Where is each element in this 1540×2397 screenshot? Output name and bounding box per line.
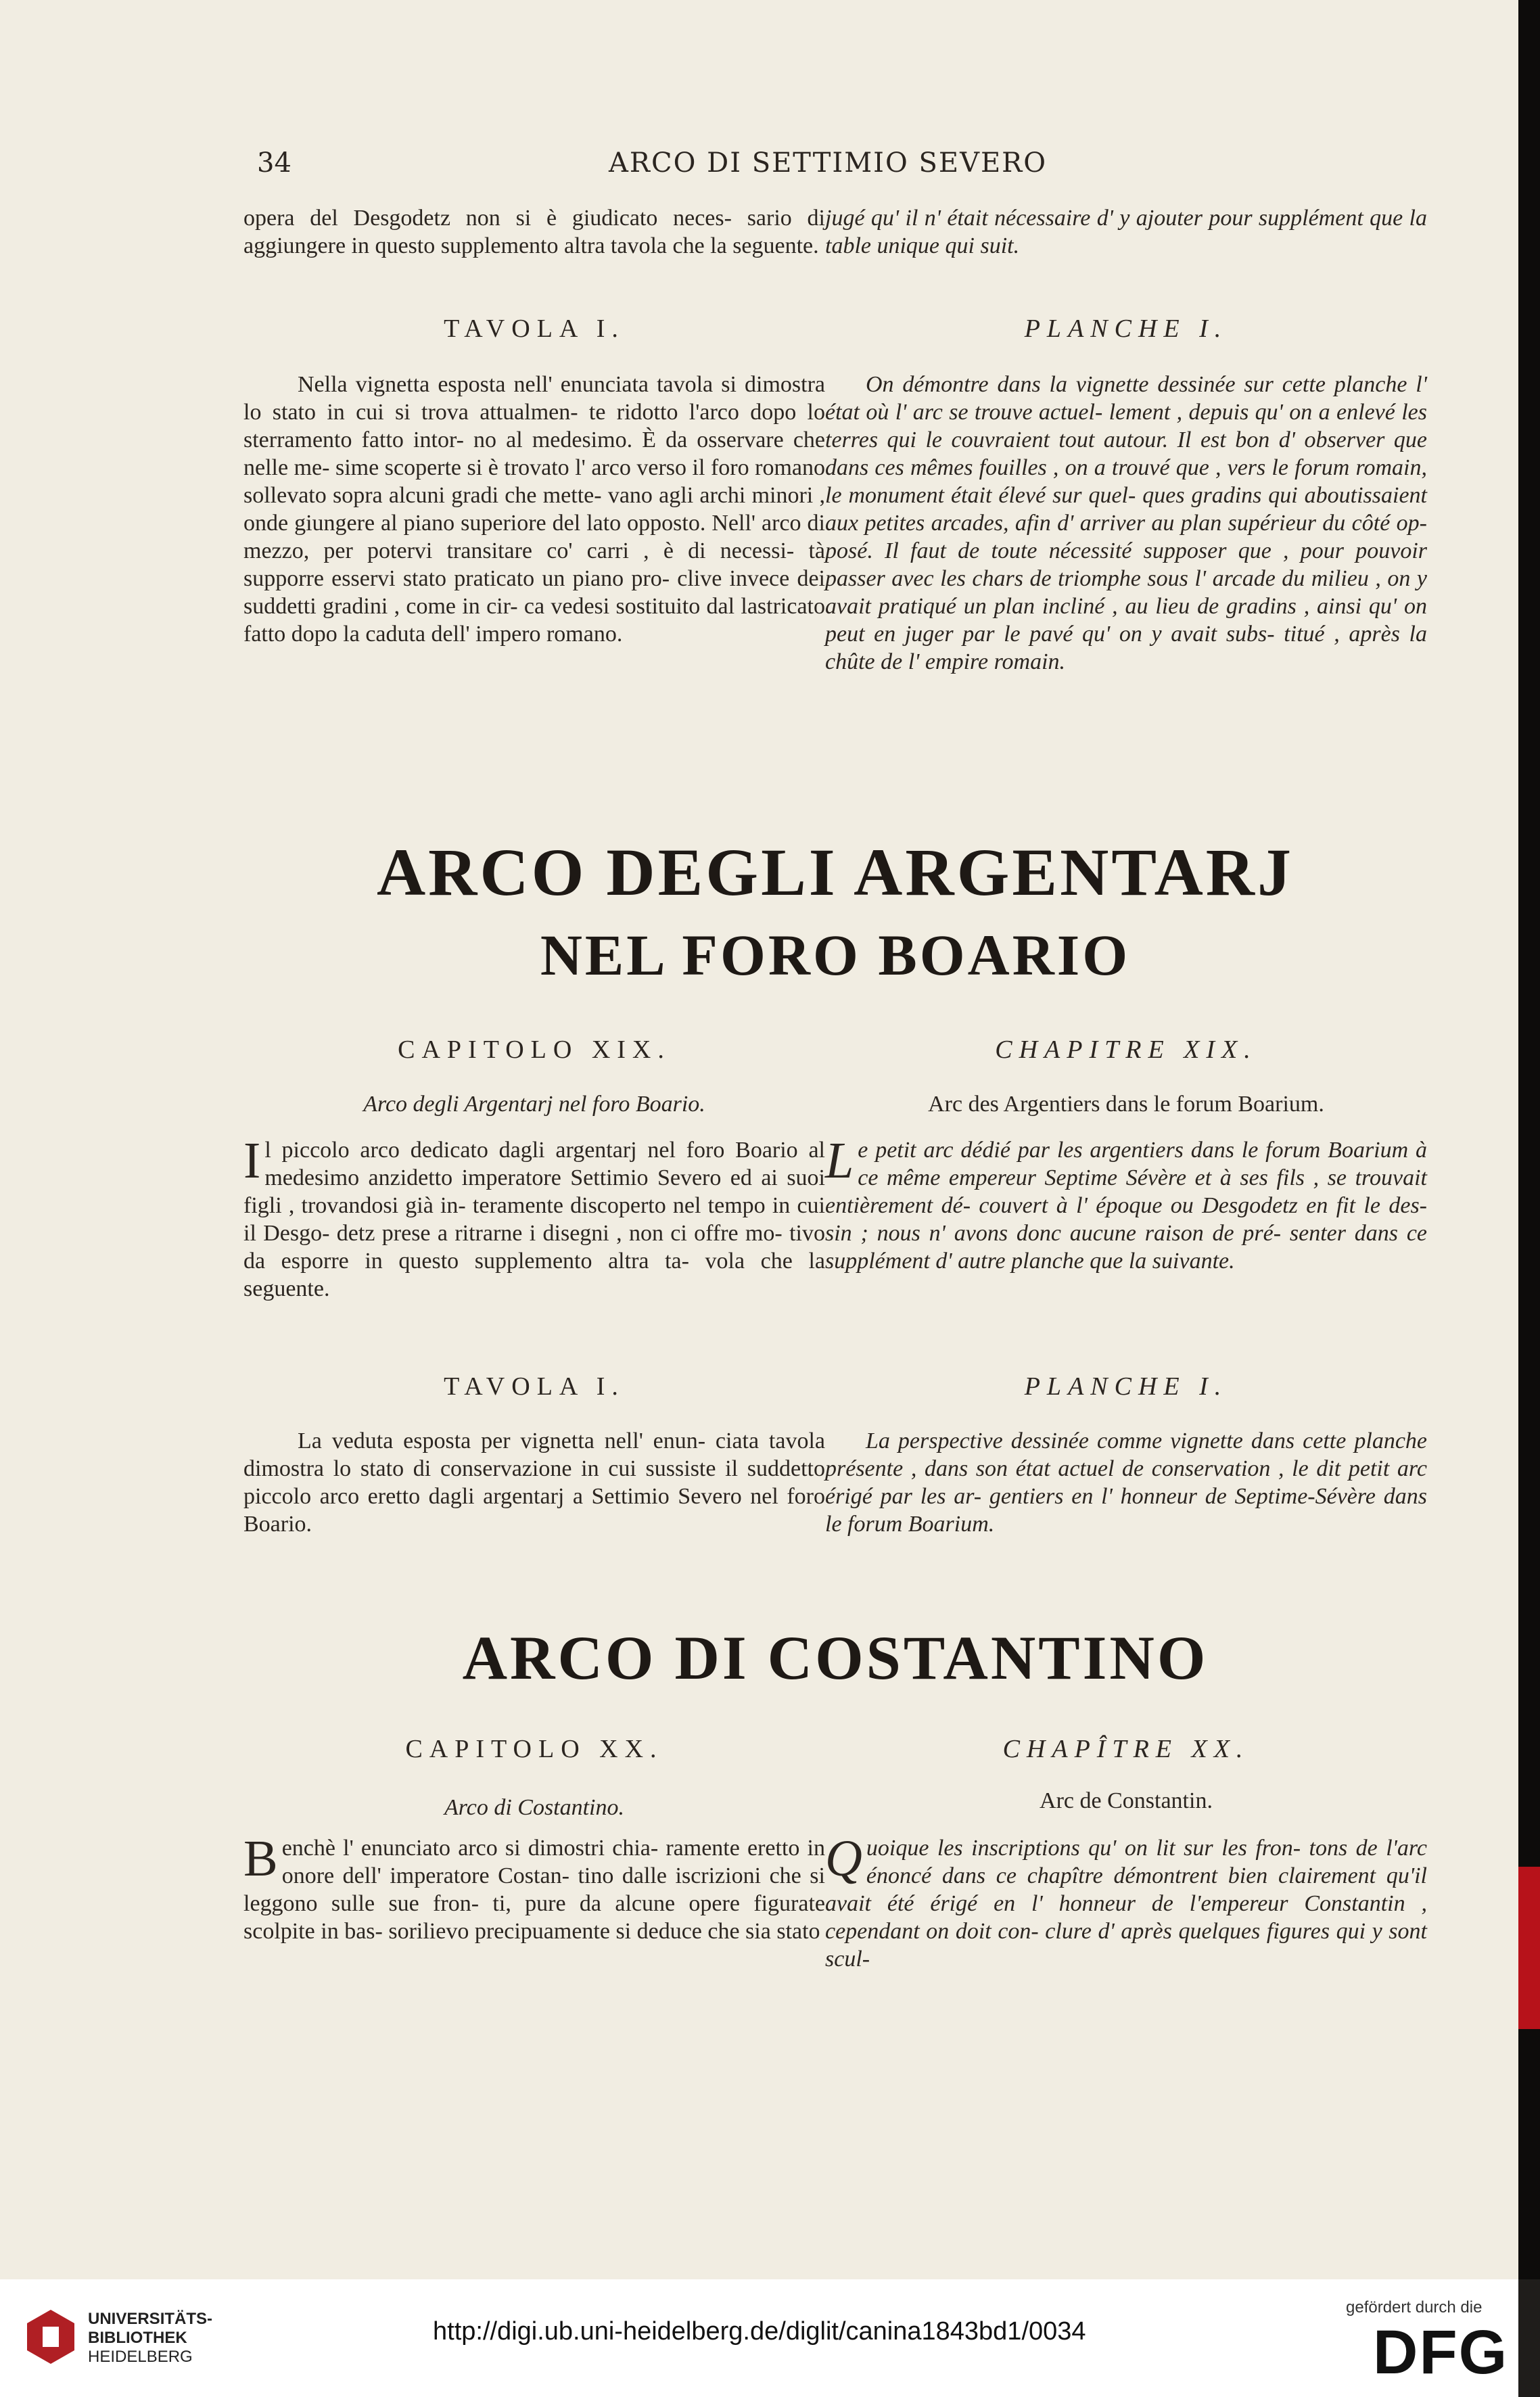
argentarj-body-it: l piccolo arco dedicato dagli argentarj nel foro Boario al medesimo anzidetto imperatore Settimio Severo ed ai suoi figli , trovandosi già in- teramente discoperto nel tempo in cui il Desgo- detz prese a ritrarne i disegni , non ci offre mo- tivo da esporre in questo supplemento altra ta- vola che la seguente. bbox=[243, 1138, 825, 1301]
institution-name bbox=[88, 2310, 212, 2367]
sponsor-note: gefördert durch die bbox=[1346, 2298, 1483, 2317]
chapter-xx-subtitle-fr: Arc de Constantin. bbox=[1040, 1788, 1213, 1813]
institution-line3: HEIDELBERG bbox=[88, 2348, 193, 2366]
dropcap: Q bbox=[825, 1830, 862, 1887]
page-number: 34 bbox=[257, 147, 291, 179]
argentarj-planche-text-fr: La perspective dessinée comme vignette dans cette planche présente , dans son état actuel de conservation , le dit petit arc érigé par les ar- gentiers en l' honneur de Septime-Sévère dans le forum Boarium. bbox=[825, 1428, 1427, 1537]
costantino-text-fr bbox=[825, 1830, 1427, 1973]
running-title: ARCO DI SETTIMIO SEVERO bbox=[609, 147, 1048, 179]
chapter-heading-it: CAPITOLO XIX. bbox=[398, 1035, 671, 1064]
tavola-heading-it-2: TAVOLA I. bbox=[444, 1372, 625, 1401]
bookmark-tab bbox=[1518, 1867, 1540, 2029]
intro-italian: opera del Desgodetz non si è giudicato neces- sario di aggiungere in questo supplemento altra tavola che la seguente. bbox=[243, 206, 825, 258]
argentarj-text-fr bbox=[825, 1132, 1427, 1275]
planche-text-fr: On démontre dans la vignette dessinée sur cette planche l' état où l' arc se trouve actuel- lement , depuis qu' on a enlevé les terres qui le couvraient tout autour. Il est bon d' observer que dans ces mêmes fouilles , on a trouvé que , vers le forum romain, le monument était élevé sur quel- ques gradins qui aboutissaient aux petites arcades, afin d' arriver au plan supérieur du côté op- posé. Il faut de toute nécessité supposer que , pour pouvoir passer avec les chars de triomphe sous l' arcade du milieu , on y avait pratiqué un plan incliné , au lieu de gradins , ainsi qu' on peut en juger par le pavé qu' on y avait subs- titué , après la chûte de l' empire romain. bbox=[825, 372, 1427, 674]
section-subtitle-foro-boario: NEL FORO BOARIO bbox=[540, 923, 1131, 987]
chapter-xx-heading-it: CAPITOLO XX. bbox=[405, 1735, 663, 1763]
chapter-xx-heading-fr: CHAPÎTRE XX. bbox=[1002, 1735, 1250, 1763]
argentarj-tavola-text-it: La veduta esposta per vignetta nell' enun- ciata tavola dimostra lo stato di conservazione in cui sussiste il suddetto piccolo arco eretto dagli argentarj a Settimio Severo nel foro Boario. bbox=[243, 1428, 825, 1537]
permalink[interactable]: http://digi.ub.uni-heidelberg.de/diglit/canina1843bd1/0034 bbox=[433, 2317, 1086, 2346]
planche-heading-fr-2: PLANCHE I. bbox=[1024, 1372, 1228, 1401]
costantino-body-it: enchè l' enunciato arco si dimostri chia- ramente eretto in onore dell' imperatore Costan- tino dalle iscrizioni che si leggono sulle sue fron- ti, pure da alcune opere figurate scolpite in bas- sorilievo precipuamente si deduce che sia stato bbox=[243, 1836, 825, 1944]
costantino-text-it bbox=[243, 1830, 825, 1945]
chapter-xx-subtitle-it: Arco di Costantino. bbox=[444, 1795, 625, 1820]
chapter-heading-fr: CHAPITRE XIX. bbox=[995, 1035, 1257, 1064]
institution-line2: BIBLIOTHEK bbox=[88, 2329, 187, 2347]
tavola-text-it: Nella vignetta esposta nell' enunciata tavola si dimostra lo stato in cui si trova attualmen- te ridotto l'arco dopo lo sterramento fatto intor- no al medesimo. È da osservare che nelle me- sime scoperte si è trovato l' arco verso il foro romano sollevato sopra alcuni gradi che mette- vano agli archi minori , onde giungere al piano superiore del lato opposto. Nell' arco di mezzo, per potervi transitare co' carri , è di necessi- tà supporre esservi stato praticato un piano pro- clive invece dei suddetti gradini , come in cir- ca vedesi sostituito dal lastricato fatto dopo la caduta dell' impero romano. bbox=[243, 372, 825, 647]
university-logo-icon bbox=[24, 2306, 78, 2367]
section-title-argentarj: ARCO DEGLI ARGENTARJ bbox=[376, 835, 1294, 910]
section-title-costantino: ARCO DI COSTANTINO bbox=[462, 1623, 1209, 1692]
chapter-subtitle-fr: Arc des Argentiers dans le forum Boarium. bbox=[928, 1092, 1324, 1117]
institution-line1: UNIVERSITÄTS- bbox=[88, 2310, 213, 2328]
planche-heading-fr: PLANCHE I. bbox=[1024, 315, 1228, 343]
costantino-body-fr: uoique les inscriptions qu' on lit sur les fron- tons de l'arc énoncé dans ce chapître démontrent bien clairement qu'il avait été érigé en l' honneur de l'empereur Constantin , cependant on doit con- clure d' après quelques figures qui y sont scul- bbox=[825, 1836, 1427, 1972]
argentarj-text-it bbox=[243, 1132, 825, 1303]
chapter-subtitle-it: Arco degli Argentarj nel foro Boario. bbox=[363, 1092, 705, 1117]
dropcap: I bbox=[243, 1132, 261, 1189]
dfg-logo: DFG bbox=[1373, 2318, 1509, 2387]
dropcap: B bbox=[243, 1830, 278, 1887]
dropcap: L bbox=[825, 1132, 854, 1189]
intro-french: jugé qu' il n' était nécessaire d' y ajouter pour supplément que la table unique qui suit. bbox=[825, 206, 1427, 258]
tavola-heading-it: TAVOLA I. bbox=[444, 315, 625, 343]
argentarj-body-fr: e petit arc dédié par les argentiers dans le forum Boarium à ce même empereur Septime Sévère et à ses fils , se trouvait entièrement dé- couvert à l' époque ou Desgodetz en fit le des- sin ; nous n' avons donc aucune raison de pré- senter dans ce supplément d' autre planche que la suivante. bbox=[825, 1138, 1427, 1274]
footer-bar bbox=[0, 2279, 1518, 2397]
